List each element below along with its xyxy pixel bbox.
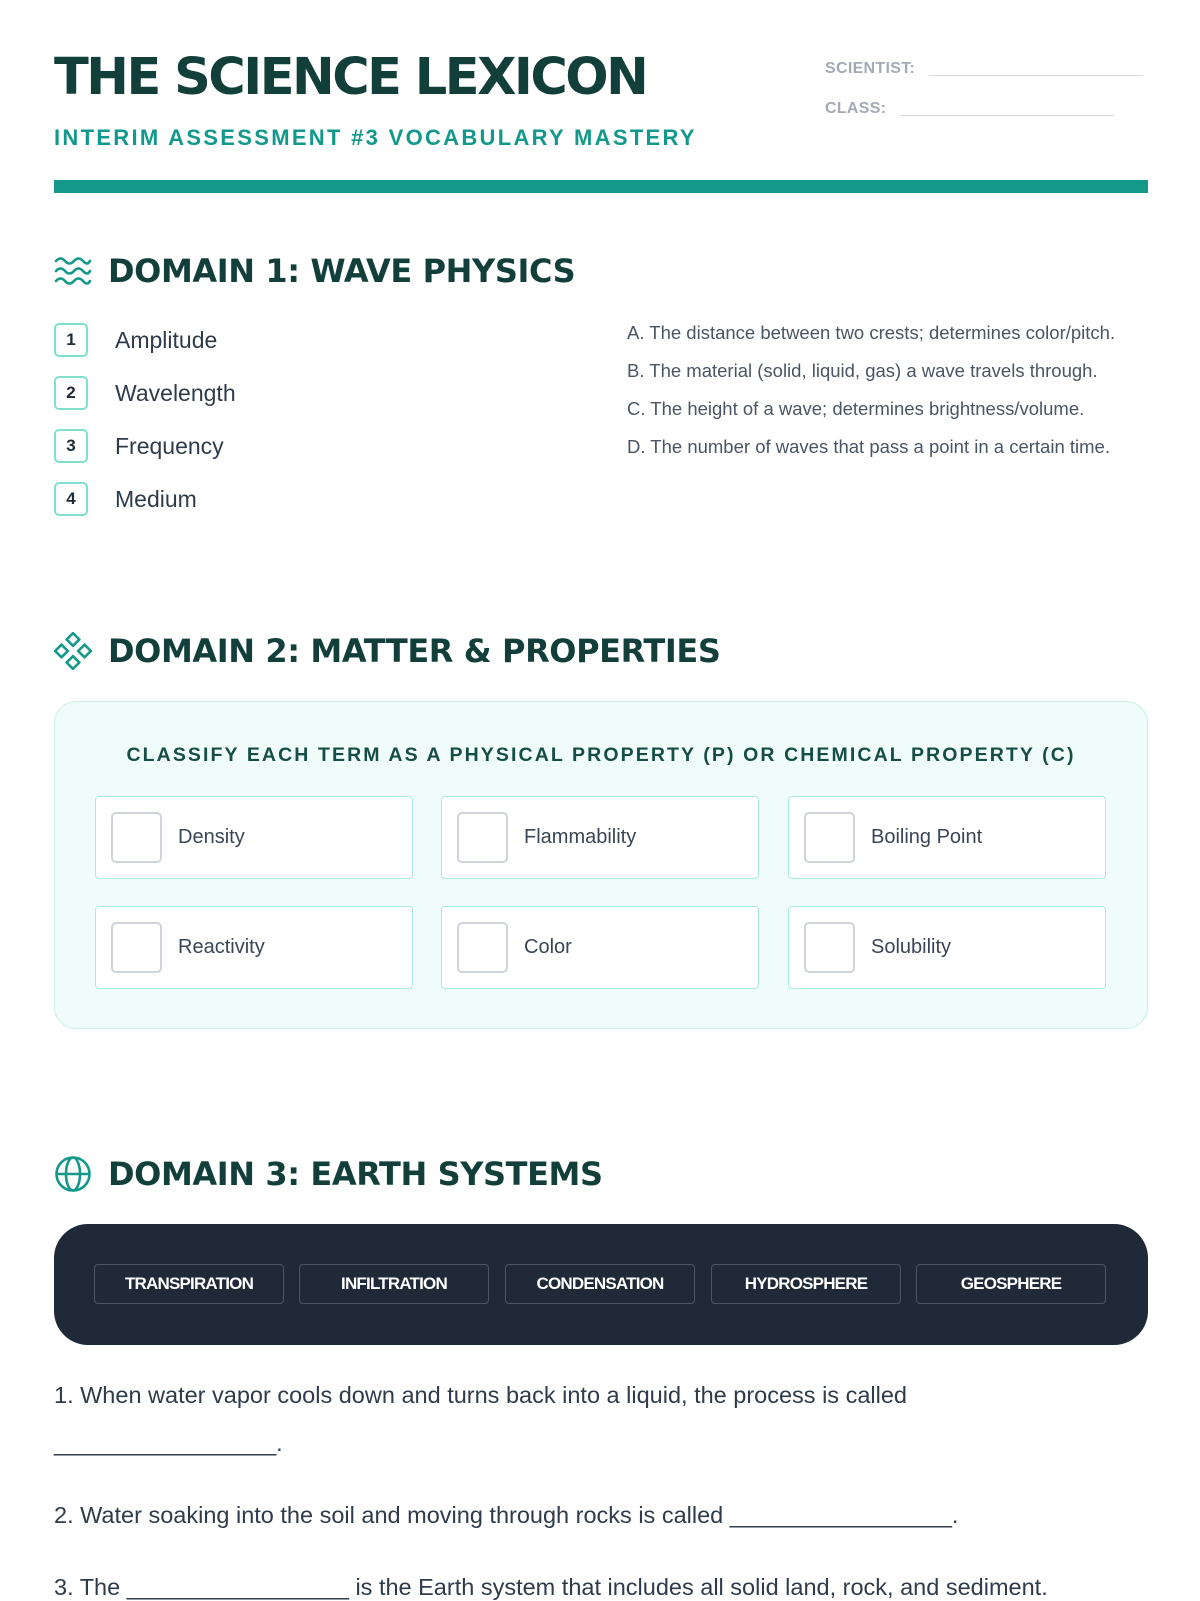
word-bank-item[interactable]: CONDENSATION (505, 1264, 695, 1304)
property-card (95, 906, 413, 989)
property-answer-box[interactable] (804, 922, 855, 973)
classification-panel (54, 701, 1148, 1029)
definition-item: C. The height of a wave; determines brightness/volume. (627, 398, 1085, 419)
word-bank-item[interactable]: HYDROSPHERE (711, 1264, 901, 1304)
property-answer-box[interactable] (457, 922, 508, 973)
header-divider (54, 180, 1148, 193)
word-bank-item[interactable]: GEOSPHERE (916, 1264, 1106, 1304)
definition-item: D. The number of waves that pass a point in a certain time. (627, 436, 1110, 457)
property-answer-box[interactable] (804, 812, 855, 863)
domain2-heading (54, 632, 720, 670)
domain1-heading (54, 252, 575, 290)
term-label: Frequency (115, 432, 224, 459)
property-label: Density (178, 826, 245, 848)
property-card (788, 906, 1106, 989)
question-1: 1. When water vapor cools down and turns back into a liquid, the process is called (54, 1382, 907, 1408)
property-label: Boiling Point (871, 826, 983, 848)
question-1-blank[interactable]: _________________. (54, 1430, 283, 1456)
class-label: CLASS: (825, 100, 887, 117)
term-number[interactable]: 4 (54, 482, 88, 516)
property-label: Solubility (871, 936, 952, 958)
term-item (54, 480, 236, 518)
term-label: Amplitude (115, 326, 218, 353)
property-card (441, 906, 759, 989)
scientist-label: SCIENTIST: (825, 60, 916, 77)
property-card (788, 796, 1106, 879)
term-label: Wavelength (115, 379, 236, 406)
property-card (95, 796, 413, 879)
worksheet-page (54, 0, 1148, 1600)
question-3: 3. The _________________ is the Earth system that includes all solid land, rock, and sediment. (54, 1574, 1048, 1600)
word-bank-item[interactable]: TRANSPIRATION (94, 1264, 284, 1304)
term-number[interactable]: 1 (54, 323, 88, 357)
definition-item: B. The material (solid, liquid, gas) a wave travels through. (627, 360, 1098, 381)
domain1-title: DOMAIN 1: WAVE PHYSICS (108, 252, 576, 290)
property-label: Reactivity (178, 936, 265, 958)
class-input-line[interactable] (900, 114, 1114, 116)
page-title: THE SCIENCE LEXICON (54, 48, 647, 107)
word-bank-item[interactable]: INFILTRATION (299, 1264, 489, 1304)
term-label: Medium (115, 485, 197, 512)
term-item (54, 321, 236, 359)
word-bank (54, 1224, 1148, 1345)
term-item (54, 374, 236, 412)
classification-instruction: CLASSIFY EACH TERM AS A PHYSICAL PROPERTY (P) OR CHEMICAL PROPERTY (C) (126, 744, 1076, 766)
term-number[interactable]: 2 (54, 376, 88, 410)
globe-icon (54, 1155, 92, 1193)
property-label: Flammability (524, 826, 637, 848)
property-card (441, 796, 759, 879)
waves-icon (54, 252, 92, 290)
property-label: Color (524, 936, 572, 958)
term-item (54, 427, 236, 465)
molecule-icon (54, 632, 92, 670)
property-answer-box[interactable] (111, 812, 162, 863)
domain3-title: DOMAIN 3: EARTH SYSTEMS (108, 1155, 603, 1193)
domain2-title: DOMAIN 2: MATTER & PROPERTIES (108, 632, 721, 670)
domain3-heading (54, 1155, 603, 1193)
property-answer-box[interactable] (457, 812, 508, 863)
definition-item: A. The distance between two crests; determines color/pitch. (627, 322, 1116, 343)
property-answer-box[interactable] (111, 922, 162, 973)
scientist-input-line[interactable] (929, 74, 1143, 76)
page-subtitle: INTERIM ASSESSMENT #3 VOCABULARY MASTERY (54, 125, 697, 150)
question-2: 2. Water soaking into the soil and moving through rocks is called _________________. (54, 1502, 959, 1528)
definition-list (627, 320, 1137, 472)
term-number[interactable]: 3 (54, 429, 88, 463)
class-field (825, 100, 1114, 118)
scientist-field (825, 60, 1143, 78)
term-list (54, 321, 236, 533)
